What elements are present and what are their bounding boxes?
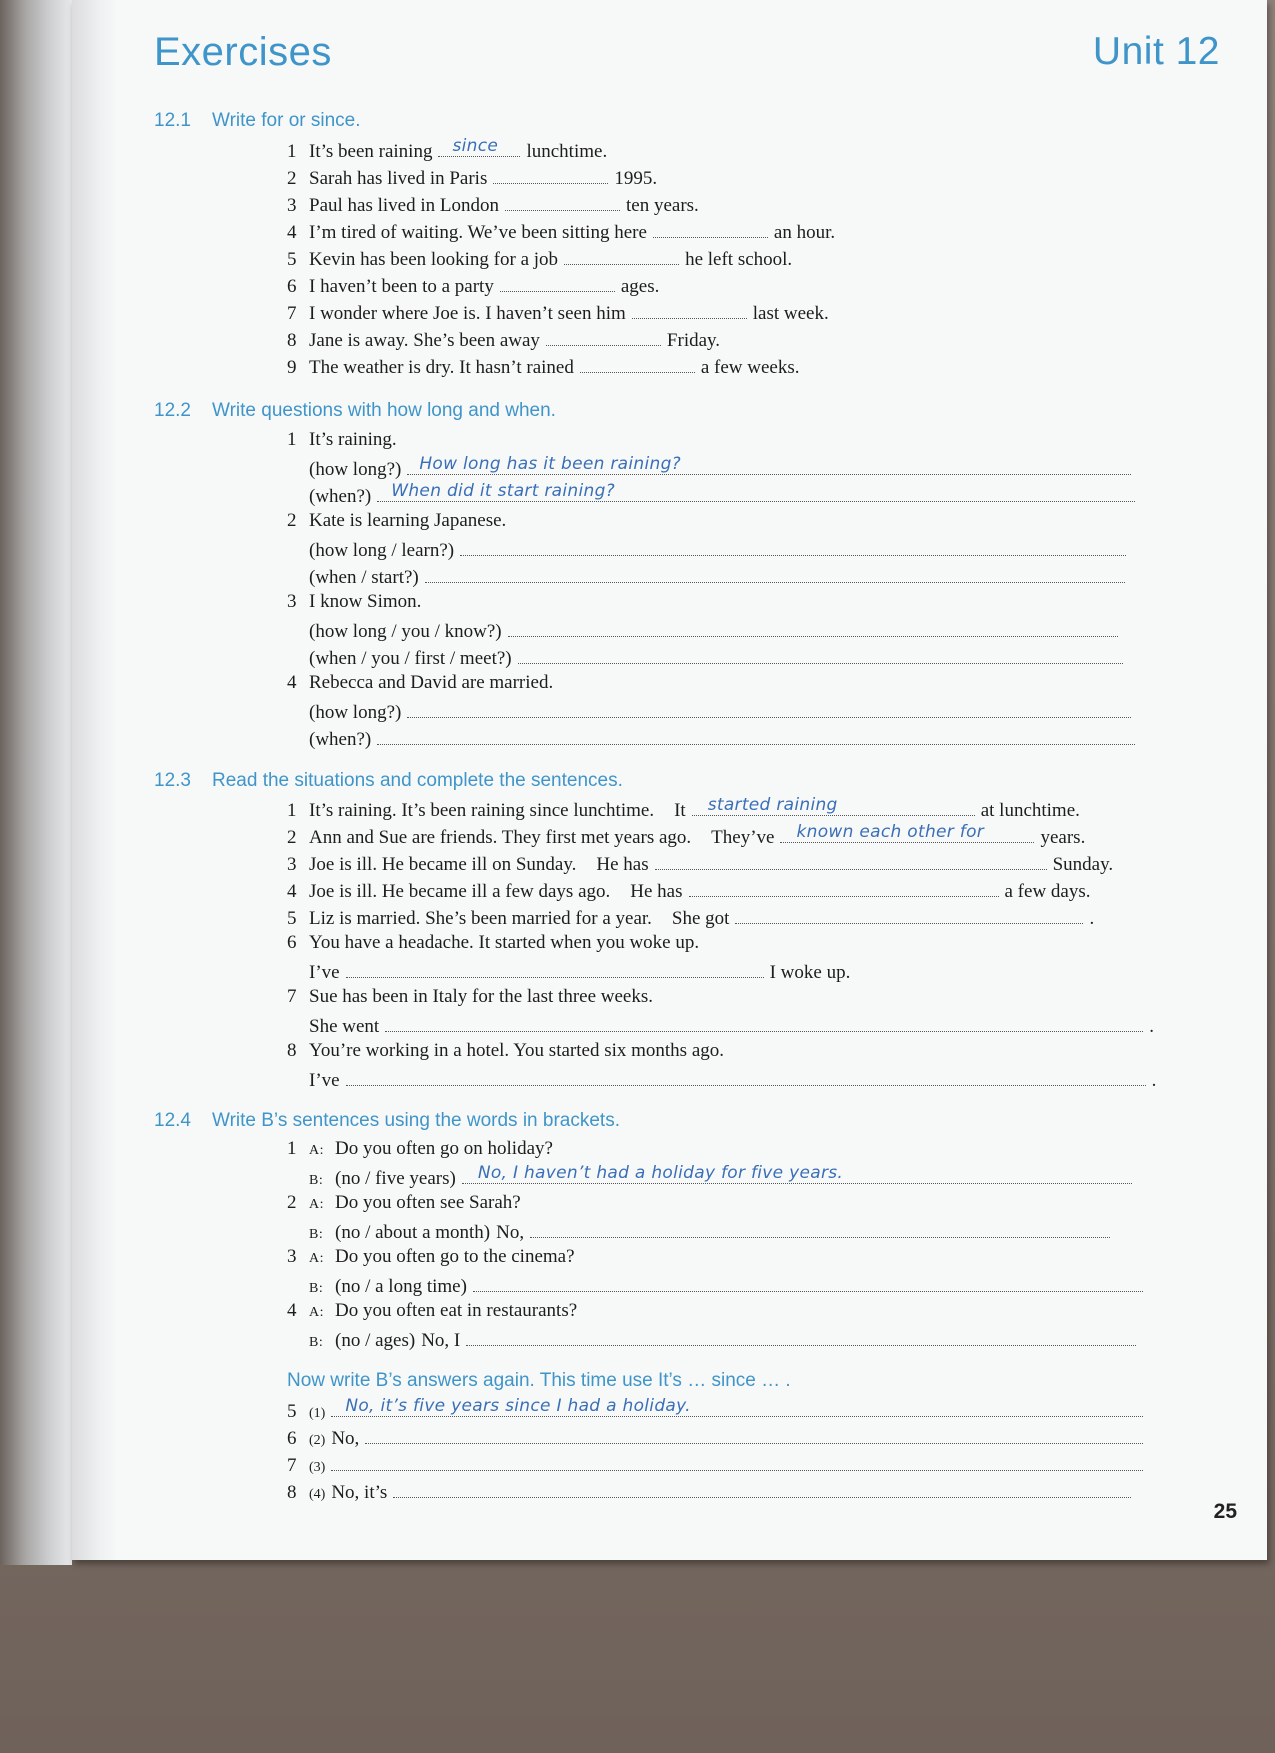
item-number: 2: [287, 827, 297, 848]
sentence-start: He has: [596, 854, 649, 875]
exercise-number: 12.1: [154, 110, 191, 131]
sentence-end: .: [1151, 1070, 1157, 1091]
reference-number: (4): [309, 1487, 326, 1502]
speaker-b-label: B:: [309, 1335, 324, 1350]
ex3-item: [287, 824, 1085, 848]
ex1-item: [287, 273, 659, 297]
answer-blank[interactable]: [346, 959, 764, 978]
item-number: 1: [287, 1138, 297, 1159]
item-number: 7: [287, 1455, 297, 1476]
exercise-number: 12.3: [154, 770, 191, 791]
answer-blank[interactable]: [655, 851, 1047, 870]
item-number: 8: [287, 1482, 297, 1503]
answer-blank[interactable]: [689, 878, 999, 897]
exercise-12-4-sub-instruction: Now write B’s answers again. This time use It’s … since … .: [287, 1370, 791, 1391]
sentence-end: .: [1149, 1016, 1154, 1037]
sentence-start: No, it’s: [331, 1482, 388, 1503]
item-text: It’s raining.: [309, 429, 397, 450]
cue-text: (no / a long time): [335, 1276, 467, 1297]
ex4-sub-item: [287, 1452, 1149, 1476]
speaker-a-text: Do you often eat in restaurants?: [335, 1300, 578, 1321]
handwritten-answer: No, I haven’t had a holiday for five years.: [477, 1163, 844, 1183]
item-text: 1995.: [614, 168, 658, 189]
answer-blank[interactable]: [466, 1327, 1136, 1346]
item-text: Rebecca and David are married.: [309, 672, 554, 693]
sentence-end: I woke up.: [769, 962, 851, 983]
book-spine: [0, 0, 72, 1565]
cue-text: (when / start?): [309, 567, 419, 588]
answer-blank[interactable]: [473, 1273, 1143, 1292]
item-text: I wonder where Joe is. I haven’t seen him: [309, 303, 626, 324]
item-number: 7: [287, 303, 297, 324]
answer-blank[interactable]: [546, 327, 661, 346]
sentence-start: She went: [309, 1016, 380, 1037]
sentence-start: No,: [496, 1222, 525, 1243]
answer-blank[interactable]: [407, 456, 1131, 475]
sentence-start: It: [674, 800, 686, 821]
ex2-question-line: [309, 699, 1137, 723]
handwritten-answer: since: [452, 136, 499, 156]
answer-blank[interactable]: [385, 1013, 1143, 1032]
ex4-b-line: [309, 1327, 1142, 1351]
answer-blank[interactable]: [735, 905, 1083, 924]
sentence-start: I’ve: [309, 1070, 340, 1091]
sentence-end: a few days.: [1004, 881, 1091, 902]
answer-blank[interactable]: [780, 824, 1034, 843]
item-number: 3: [287, 195, 297, 216]
item-text: Kevin has been looking for a job: [309, 249, 559, 270]
item-text: It’s been raining: [309, 141, 433, 162]
cue-text: (no / ages): [335, 1330, 416, 1351]
item-text: I know Simon.: [309, 591, 422, 612]
item-text: Jane is away. She’s been away: [309, 330, 540, 351]
speaker-a-text: Do you often go to the cinema?: [335, 1246, 575, 1267]
handwritten-answer: How long has it been raining?: [419, 454, 681, 474]
situation-text: Sue has been in Italy for the last three weeks.: [309, 986, 653, 1007]
item-number: 5: [287, 908, 297, 929]
ex1-item: [287, 192, 699, 216]
sentence-start: No, I: [421, 1330, 461, 1351]
cue-text: (no / about a month): [335, 1222, 491, 1243]
reference-number: (3): [309, 1460, 326, 1475]
ex3-item: [287, 797, 1080, 821]
item-text: Kate is learning Japanese.: [309, 510, 507, 531]
exercise-number: 12.2: [154, 400, 191, 421]
unit-title: Unit 12: [1092, 30, 1220, 73]
situation-text: It’s raining. It’s been raining since lunchtime.: [309, 800, 655, 821]
exercise-12-3-heading: [154, 770, 623, 792]
ex3-item: [287, 1040, 724, 1064]
exercise-12-2-heading: [154, 400, 556, 422]
item-text: ages.: [620, 276, 660, 297]
ex3-item: [287, 986, 653, 1010]
item-number: 3: [287, 1246, 297, 1267]
item-number: 1: [287, 429, 297, 450]
item-number: 8: [287, 330, 297, 351]
item-number: 6: [287, 932, 297, 953]
ex1-item: [287, 165, 657, 189]
item-number: 4: [287, 672, 297, 693]
sentence-start: They’ve: [711, 827, 775, 848]
item-number: 8: [287, 1040, 297, 1061]
cue-text: (how long?): [309, 702, 402, 723]
exercise-number: 12.4: [154, 1110, 191, 1131]
cue-text: (when?): [309, 729, 372, 750]
answer-blank[interactable]: [653, 219, 768, 238]
answer-blank[interactable]: [393, 1479, 1131, 1498]
exercise-instruction: Write B’s sentences using the words in brackets.: [212, 1110, 620, 1131]
item-number: 6: [287, 1428, 297, 1449]
ex4-sub-item: [287, 1425, 1149, 1449]
answer-blank[interactable]: [346, 1067, 1146, 1086]
ex4-a-line: [287, 1246, 575, 1270]
cue-text: (when / you / first / meet?): [309, 648, 512, 669]
ex2-question-line: [309, 537, 1132, 561]
answer-blank[interactable]: [500, 273, 615, 292]
sentence-end: at lunchtime.: [980, 800, 1080, 821]
ex2-question-line: [309, 726, 1141, 750]
item-number: 1: [287, 800, 297, 821]
speaker-a-text: Do you often go on holiday?: [335, 1138, 553, 1159]
page-gutter-shadow: [72, 0, 118, 1560]
item-number: 4: [287, 1300, 297, 1321]
item-number: 5: [287, 1401, 297, 1422]
ex4-b-line: [309, 1165, 1138, 1189]
item-text: Sarah has lived in Paris: [309, 168, 488, 189]
answer-blank[interactable]: [377, 726, 1135, 745]
item-number: 5: [287, 249, 297, 270]
speaker-a-label: A:: [309, 1305, 324, 1320]
ex2-question-line: [309, 645, 1129, 669]
speaker-b-label: B:: [309, 1173, 324, 1188]
ex2-question-line: [309, 456, 1137, 480]
answer-blank[interactable]: [331, 1398, 1143, 1417]
ex4-a-line: [287, 1138, 553, 1162]
sentence-end: Sunday.: [1052, 854, 1114, 875]
item-number: 7: [287, 986, 297, 1007]
item-number: 3: [287, 591, 297, 612]
ex1-item: [287, 246, 792, 270]
item-number: 3: [287, 854, 297, 875]
sentence-end: .: [1089, 908, 1095, 929]
situation-text: Liz is married. She’s been married for a year.: [309, 908, 652, 929]
answer-blank[interactable]: [692, 797, 975, 816]
ex1-item: [287, 327, 720, 351]
sentence-start: She got: [671, 908, 730, 929]
ex3-sentence-line: [309, 959, 850, 983]
ex3-item: [287, 905, 1094, 929]
ex2-stem: [287, 510, 506, 534]
answer-blank[interactable]: [580, 354, 695, 373]
ex2-question-line: [309, 483, 1141, 507]
ex2-question-line: [309, 564, 1131, 588]
handwritten-answer: started raining: [707, 795, 838, 815]
situation-text: Ann and Sue are friends. They first met years ago.: [309, 827, 692, 848]
exercise-12-1-heading: [154, 110, 361, 132]
speaker-a-label: A:: [309, 1197, 324, 1212]
answer-blank[interactable]: [425, 564, 1125, 583]
ex2-stem: [287, 429, 397, 453]
item-number: 6: [287, 276, 297, 297]
ex4-a-line: [287, 1300, 577, 1324]
speaker-a-text: Do you often see Sarah?: [335, 1192, 521, 1213]
ex4-sub-item: [287, 1398, 1149, 1422]
page-title: Exercises: [154, 30, 332, 74]
ex4-b-line: [309, 1273, 1149, 1297]
ex2-stem: [287, 591, 421, 615]
ex3-sentence-line: [309, 1067, 1156, 1091]
reference-number: (1): [309, 1406, 326, 1421]
situation-text: You’re working in a hotel. You started six months ago.: [309, 1040, 725, 1061]
exercise-12-4-heading: [154, 1110, 620, 1132]
ex4-sub-item: [287, 1479, 1137, 1503]
ex1-item: [287, 300, 829, 324]
item-text: I haven’t been to a party: [309, 276, 494, 297]
item-text: ten years.: [625, 195, 699, 216]
ex3-sentence-line: [309, 1013, 1154, 1037]
item-text: Paul has lived in London: [309, 195, 499, 216]
sentence-start: He has: [630, 881, 683, 902]
item-text: The weather is dry. It hasn’t rained: [309, 357, 574, 378]
speaker-a-label: A:: [309, 1143, 324, 1158]
sentence-end: years.: [1040, 827, 1086, 848]
answer-blank[interactable]: [564, 246, 679, 265]
item-number: 4: [287, 222, 297, 243]
sentence-start: I’ve: [309, 962, 340, 983]
ex1-item: [287, 219, 835, 243]
reference-number: (2): [309, 1433, 326, 1448]
handwritten-answer: No, it’s five years since I had a holiday.: [345, 1396, 691, 1416]
cue-text: (when?): [309, 486, 372, 507]
handwritten-answer: known each other for: [796, 822, 985, 842]
sentence-start: No,: [331, 1428, 360, 1449]
answer-blank[interactable]: [518, 645, 1123, 664]
item-text: lunchtime.: [526, 141, 608, 162]
answer-blank[interactable]: [331, 1452, 1143, 1471]
item-number: 2: [287, 510, 297, 531]
ex2-stem: [287, 672, 553, 696]
item-number: 2: [287, 1192, 297, 1213]
item-text: I’m tired of waiting. We’ve been sitting here: [309, 222, 647, 243]
answer-blank[interactable]: [365, 1425, 1143, 1444]
exercise-instruction: Write for or since.: [212, 110, 361, 131]
speaker-b-label: B:: [309, 1281, 324, 1296]
cue-text: (no / five years): [335, 1168, 456, 1189]
situation-text: Joe is ill. He became ill a few days ago.: [309, 881, 611, 902]
situation-text: Joe is ill. He became ill on Sunday.: [309, 854, 577, 875]
situation-text: You have a headache. It started when you woke up.: [309, 932, 700, 953]
answer-blank[interactable]: [493, 165, 608, 184]
item-text: last week.: [752, 303, 829, 324]
exercise-instruction: Read the situations and complete the sentences.: [212, 770, 623, 791]
item-text: Friday.: [666, 330, 721, 351]
item-number: 9: [287, 357, 297, 378]
ex1-item: [287, 354, 800, 378]
answer-blank[interactable]: [505, 192, 620, 211]
answer-blank[interactable]: [530, 1219, 1110, 1238]
answer-blank[interactable]: [508, 618, 1118, 637]
cue-text: (how long?): [309, 459, 402, 480]
cue-text: (how long / learn?): [309, 540, 455, 561]
page-number: 25: [1213, 1500, 1237, 1523]
handwritten-answer: When did it start raining?: [391, 481, 615, 501]
ex4-a-line: [287, 1192, 521, 1216]
ex3-item: [287, 878, 1091, 902]
speaker-a-label: A:: [309, 1251, 324, 1266]
ex3-item: [287, 932, 699, 956]
item-number: 1: [287, 141, 297, 162]
answer-blank[interactable]: [460, 537, 1126, 556]
ex2-question-line: [309, 618, 1124, 642]
answer-blank[interactable]: [632, 300, 747, 319]
answer-blank[interactable]: [462, 1165, 1132, 1184]
ex1-item: [287, 138, 607, 162]
ex3-item: [287, 851, 1113, 875]
cue-text: (how long / you / know?): [309, 621, 502, 642]
answer-blank[interactable]: [377, 483, 1135, 502]
exercise-instruction: Write questions with how long and when.: [212, 400, 556, 421]
ex4-b-line: [309, 1219, 1116, 1243]
item-text: an hour.: [773, 222, 836, 243]
item-text: he left school.: [685, 249, 793, 270]
item-number: 4: [287, 881, 297, 902]
answer-blank[interactable]: [438, 138, 520, 157]
item-text: a few weeks.: [700, 357, 800, 378]
speaker-b-label: B:: [309, 1227, 324, 1242]
item-number: 2: [287, 168, 297, 189]
answer-blank[interactable]: [407, 699, 1131, 718]
